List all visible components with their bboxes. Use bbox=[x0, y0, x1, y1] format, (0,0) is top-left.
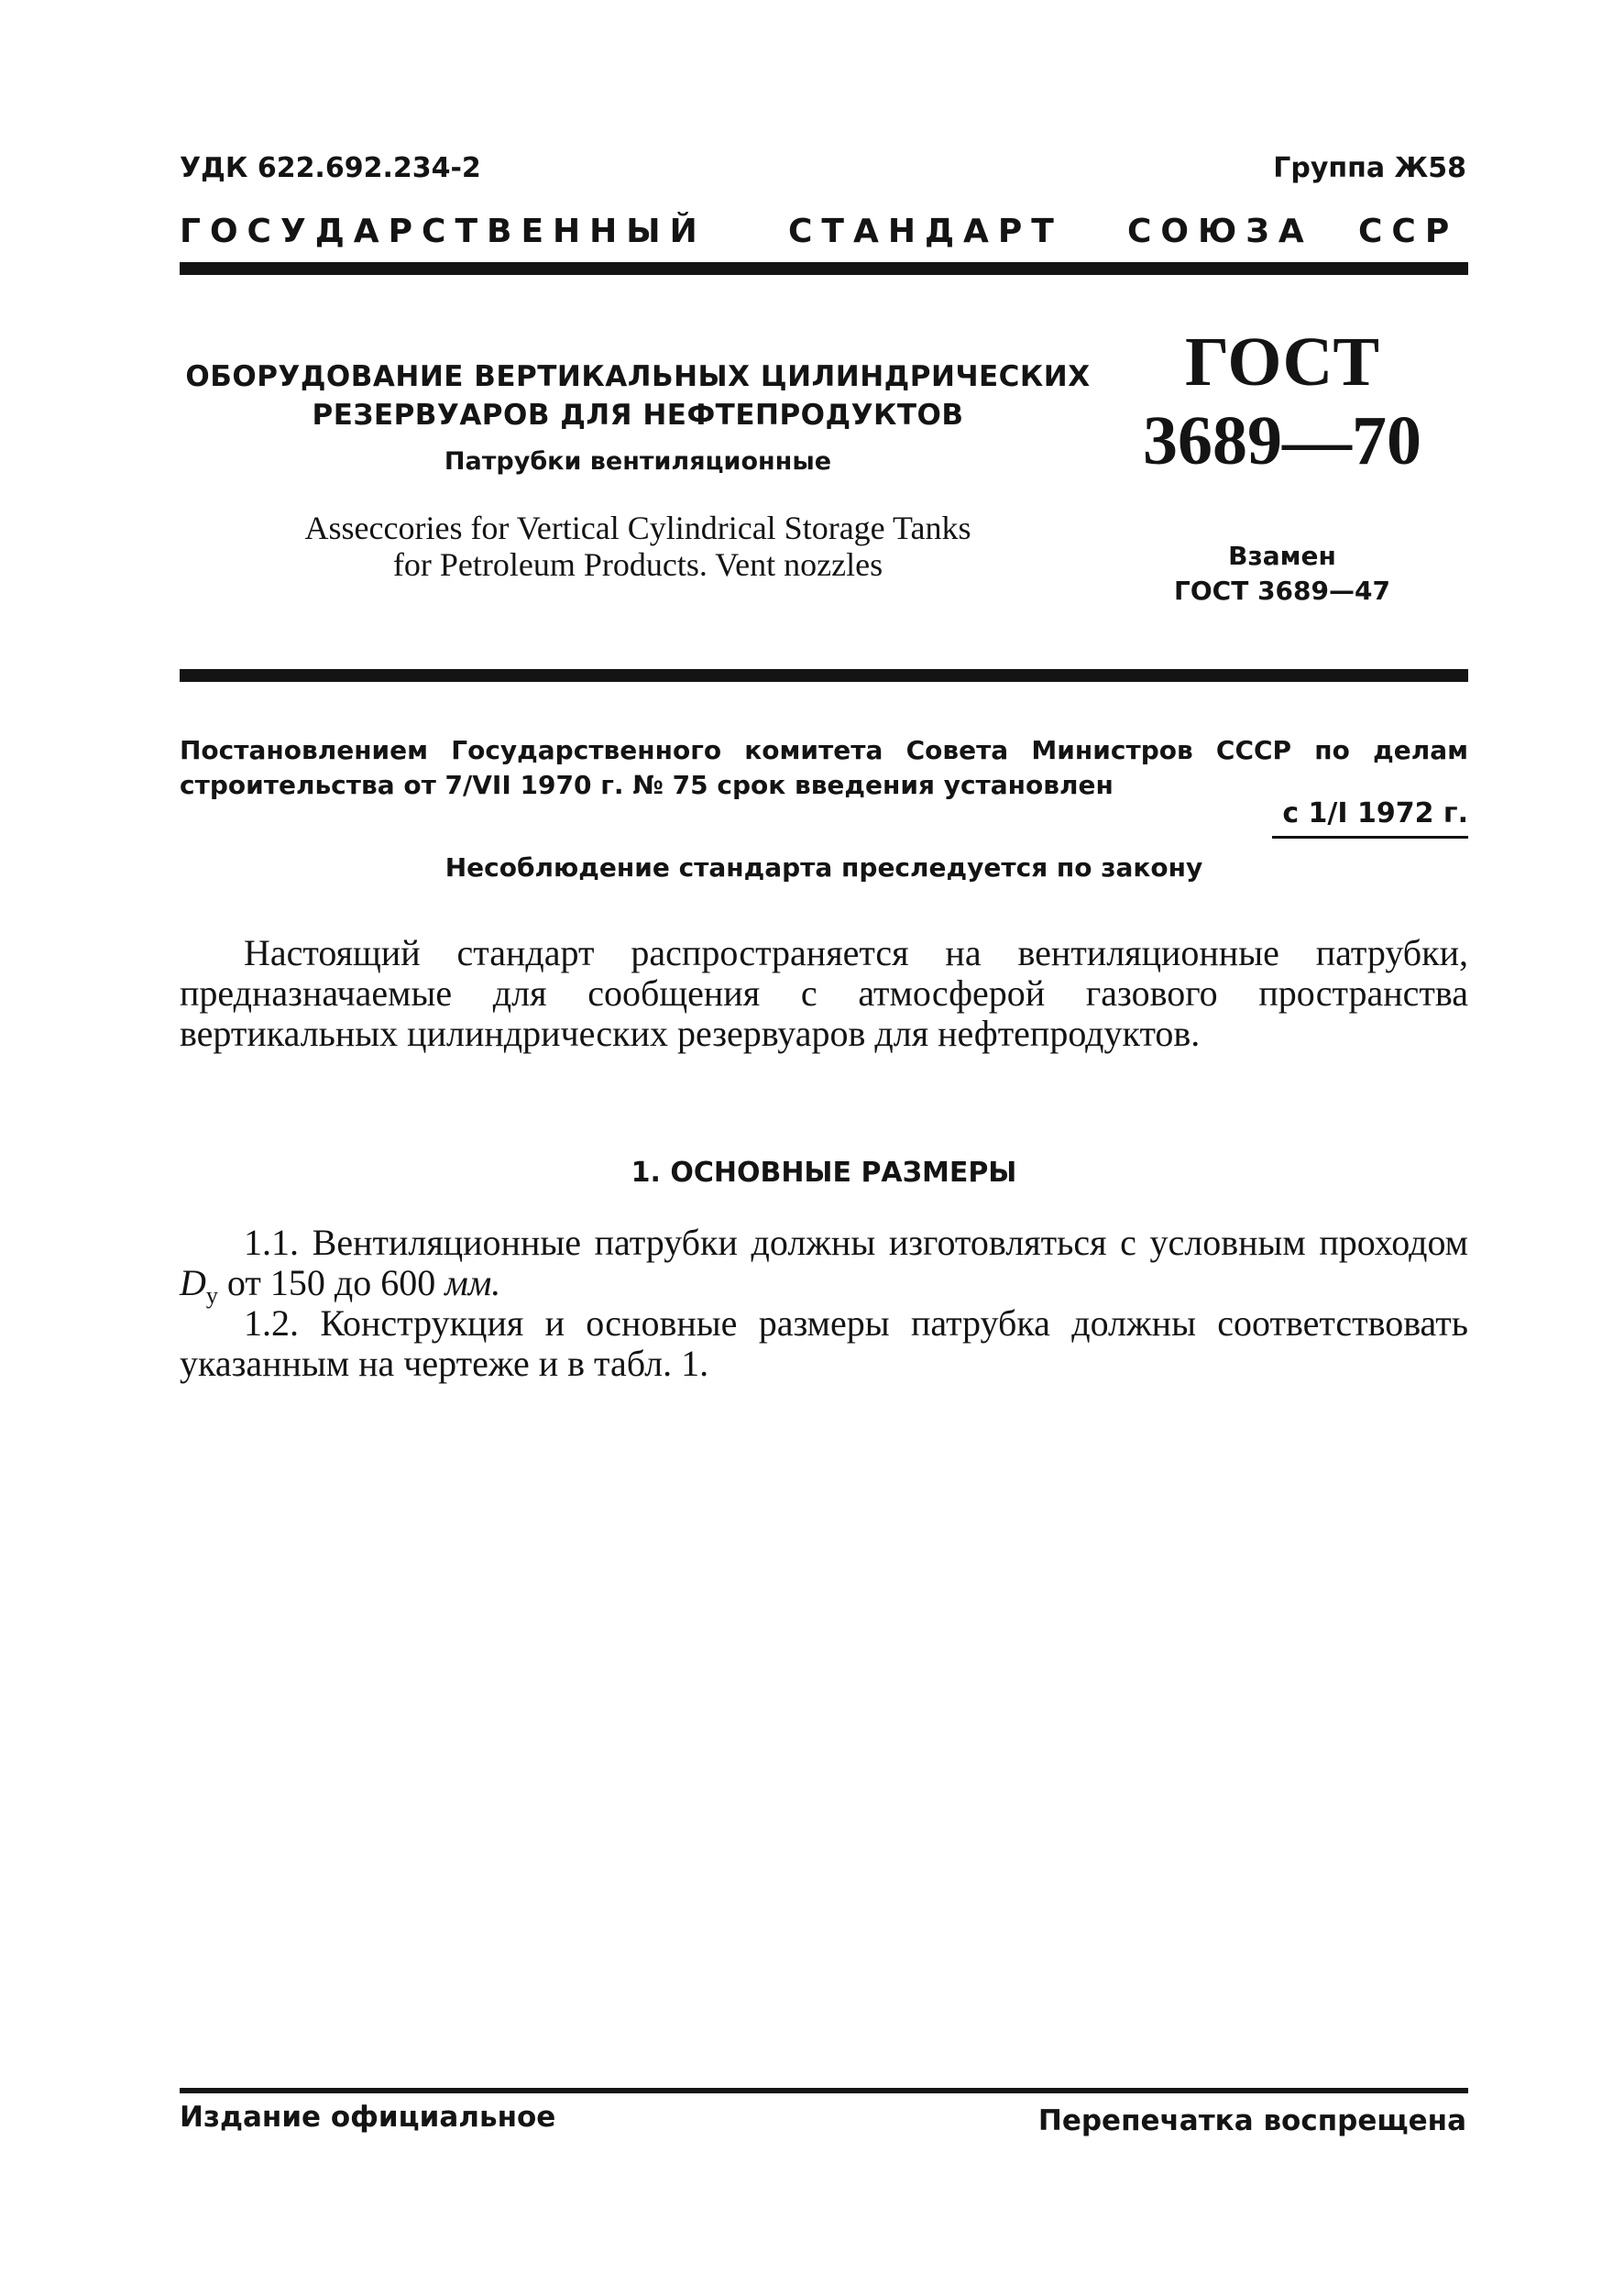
replaced-number: ГОСТ 3689—47 bbox=[1174, 576, 1390, 606]
replaced-standard bbox=[1096, 539, 1468, 609]
gost-number: 3689—70 bbox=[1143, 402, 1421, 479]
udk-code: УДК 622.692.234-2 bbox=[180, 152, 481, 184]
section-title: 1. ОСНОВНЫЕ РАЗМЕРЫ bbox=[631, 1157, 1017, 1189]
p11-mid: от 150 до 600 bbox=[217, 1262, 445, 1303]
english-title bbox=[180, 510, 1096, 583]
english-title-line-2: for Petroleum Products. Vent nozzles bbox=[392, 546, 883, 583]
intro-paragraph: Настоящий стандарт распространяется на вентиляционные патрубки, предназначаемые для сообщения с атмосферой газового пространства вертикальных цилиндрических резервуаров для нефтепродуктов. bbox=[180, 932, 1468, 1054]
title-line-2: РЕЗЕРВУАРОВ ДЛЯ НЕФТЕПРОДУКТОВ bbox=[312, 399, 964, 432]
english-title-line-1: Asseccories for Vertical Cylindrical Storage Tanks bbox=[304, 510, 971, 546]
header-rule bbox=[180, 262, 1468, 275]
gost-designation bbox=[1096, 323, 1468, 480]
effective-date-underline bbox=[1272, 836, 1468, 839]
title-subtitle: Патрубки вентиляционные bbox=[444, 447, 832, 476]
group-code: Группа Ж58 bbox=[1273, 152, 1466, 184]
reprint-prohibited: Перепечатка воспрещена bbox=[1037, 2104, 1466, 2137]
title-line-1: ОБОРУДОВАНИЕ ВЕРТИКАЛЬНЫХ ЦИЛИНДРИЧЕСКИХ bbox=[185, 360, 1091, 393]
law-notice: Несоблюдение стандарта преследуется по закону bbox=[444, 852, 1203, 883]
state-word-4: ССР bbox=[1358, 213, 1459, 250]
standard-title bbox=[180, 357, 1096, 476]
official-edition: Издание официальное bbox=[180, 2101, 556, 2134]
p11-subscript: у bbox=[205, 1282, 218, 1309]
replaced-label: Взамен bbox=[1228, 541, 1336, 571]
paragraph-1-2: 1.2. Конструкция и основные размеры патрубка должны соответствовать указанным на чертеже и в табл. 1. bbox=[180, 1302, 1468, 1384]
p11-prefix: 1.1. Вентиляционные патрубки должны изготовляться с условным проходом bbox=[244, 1222, 1468, 1263]
state-word-1: ГОСУДАРСТВЕННЫЙ bbox=[180, 213, 707, 250]
p11-unit: мм. bbox=[444, 1262, 501, 1303]
resolution-body: Постановлением Государственного комитета Совета Министров СССР по делам строительства от 7/VII 1970 г. № 75 срок введения установлен bbox=[180, 735, 1468, 800]
state-word-2: СТАНДАРТ bbox=[788, 213, 1063, 250]
p11-symbol: D bbox=[180, 1262, 206, 1303]
resolution-text bbox=[180, 733, 1468, 803]
effective-date: с 1/I 1972 г. bbox=[1282, 797, 1468, 829]
footer-rule bbox=[180, 2088, 1468, 2093]
title-rule bbox=[180, 669, 1468, 682]
gost-label: ГОСТ bbox=[1184, 324, 1380, 401]
state-word-3: СОЮЗА bbox=[1127, 213, 1313, 250]
